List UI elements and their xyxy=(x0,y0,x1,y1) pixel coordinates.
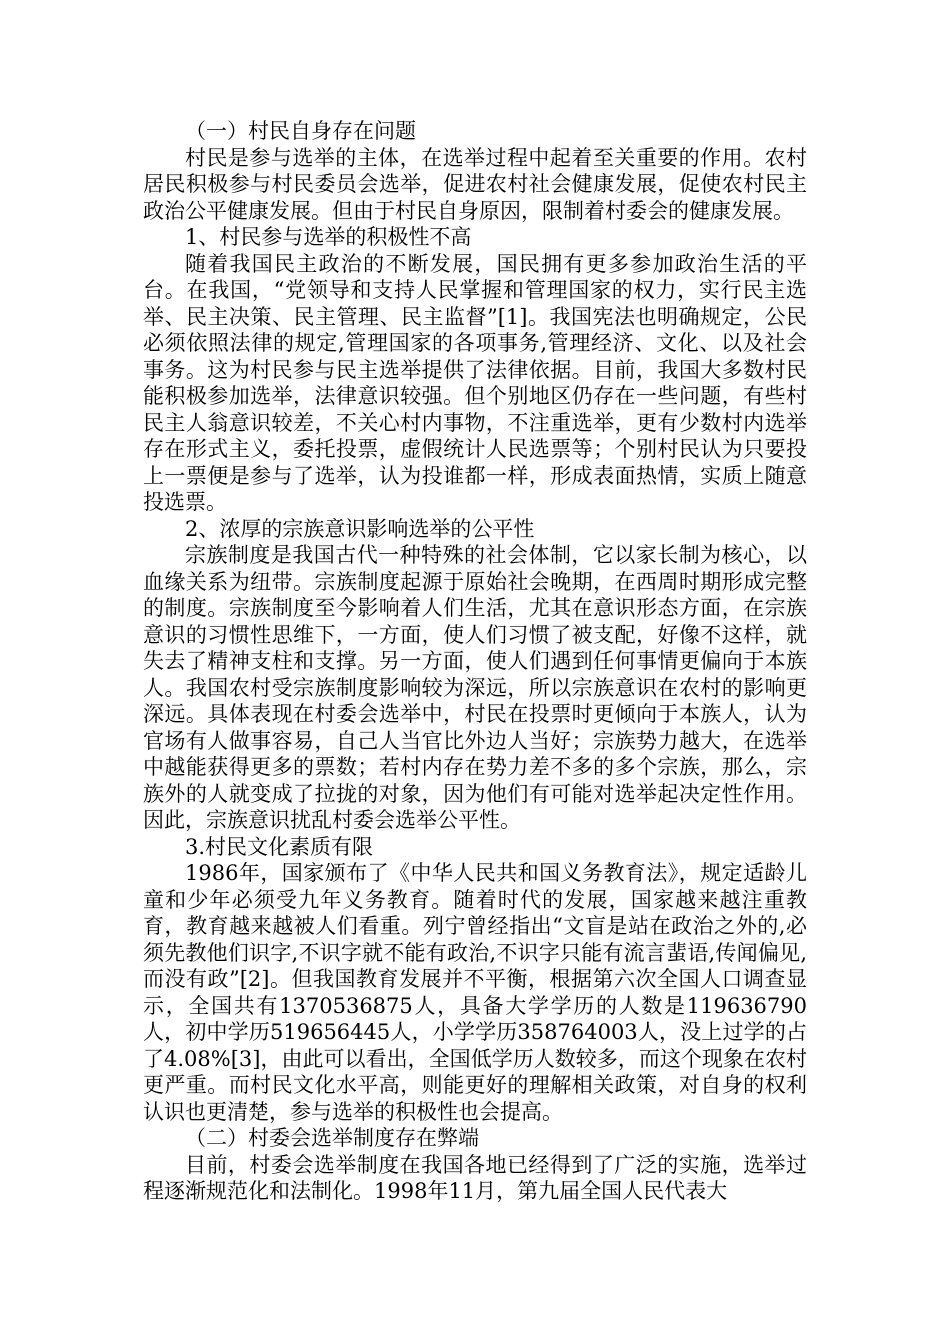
document-page xyxy=(143,118,807,1205)
paragraph-1: 村民是参与选举的主体，在选举过程中起着至关重要的作用。农村居民积极参与村民委员会选举，促进农村社会健康发展，促使农村民主政治公平健康发展。但由于村民自身原因，限制着村委会的健康发展。 xyxy=(143,145,807,223)
paragraph-3: 宗族制度是我国古代一种特殊的社会体制，它以家长制为核心，以血缘关系为纽带。宗族制度起源于原始社会晚期，在西周时期形成完整的制度。宗族制度至今影响着人们生活，尤其在意识形态方面，在宗族意识的习惯性思维下，一方面，使人们习惯了被支配，好像不这样，就失去了精神支柱和支撑。另一方面，使人们遇到任何事情更偏向于本族人。我国农村受宗族制度影响较为深远，所以宗族意识在农村的影响更深远。具体表现在村委会选举中，村民在投票时更倾向于本族人，认为官场有人做事容易，自己人当官比外边人当好；宗族势力越大，在选举中越能获得更多的票数；若村内存在势力差不多的多个宗族，那么，宗族外的人就变成了拉拢的对象，因为他们有可能对选举起决定性作用。因此，宗族意识扰乱村委会选举公平性。 xyxy=(143,543,807,832)
section-heading-2: （二）村委会选举制度存在弊端 xyxy=(185,1126,479,1150)
paragraph-5: 目前，村委会选举制度在我国各地已经得到了广泛的实施，选举过程逐渐规范化和法制化。1998年11月，第九届全国人民代表大 xyxy=(143,1152,807,1203)
paragraph-2: 随着我国民主政治的不断发展，国民拥有更多参加政治生活的平台。在我国，“党领导和支持人民掌握和管理国家的权力，实行民主选举、民主决策、民主管理、民主监督”[1]。我国宪法也明确规定，公民必须依照法律的规定,管理国家的各项事务,管理经济、文化、以及社会事务。这为村民参与民主选举提供了法律依据。目前，我国大多数村民能积极参加选举，法律意识较强。但个别地区仍存在一些问题，有些村民主人翁意识较差，不关心村内事物，不注重选举，更有少数村内选举存在形式主义，委托投票，虚假统计人民选票等；个别村民认为只要投上一票便是参与了选举，认为投谁都一样，形成表面热情，实质上随意投选票。 xyxy=(143,251,807,514)
subheading-3: 3.村民文化素质有限 xyxy=(185,834,374,859)
subheading-1: 1、村民参与选举的积极性不高 xyxy=(185,225,472,249)
paragraph-4: 1986年，国家颁布了《中华人民共和国义务教育法》，规定适龄儿童和少年必须受九年义务教育。随着时代的发展，国家越来越注重教育，教育越来越被人们看重。列宁曾经指出“文盲是站在政治之外的,必须先教他们识字,不识字就不能有政治,不识字只能有流言蜚语,传闻偏见,而没有政”[2]。但我国教育发展并不平衡，根据第六次全国人口调查显示，全国共有1370536875人，具备大学学历的人数是119636790人，初中学历519656445人，小学学历358764003人，没上过学的占了4.08%[3]，由此可以看出，全国低学历人数较多，而这个现象在农村更严重。而村民文化水平高，则能更好的理解相关政策，对自身的权利认识也更清楚，参与选举的积极性也会提高。 xyxy=(143,861,807,1124)
section-heading-1: （一）村民自身存在问题 xyxy=(185,119,416,143)
subheading-2: 2、浓厚的宗族意识影响选举的公平性 xyxy=(185,516,535,541)
